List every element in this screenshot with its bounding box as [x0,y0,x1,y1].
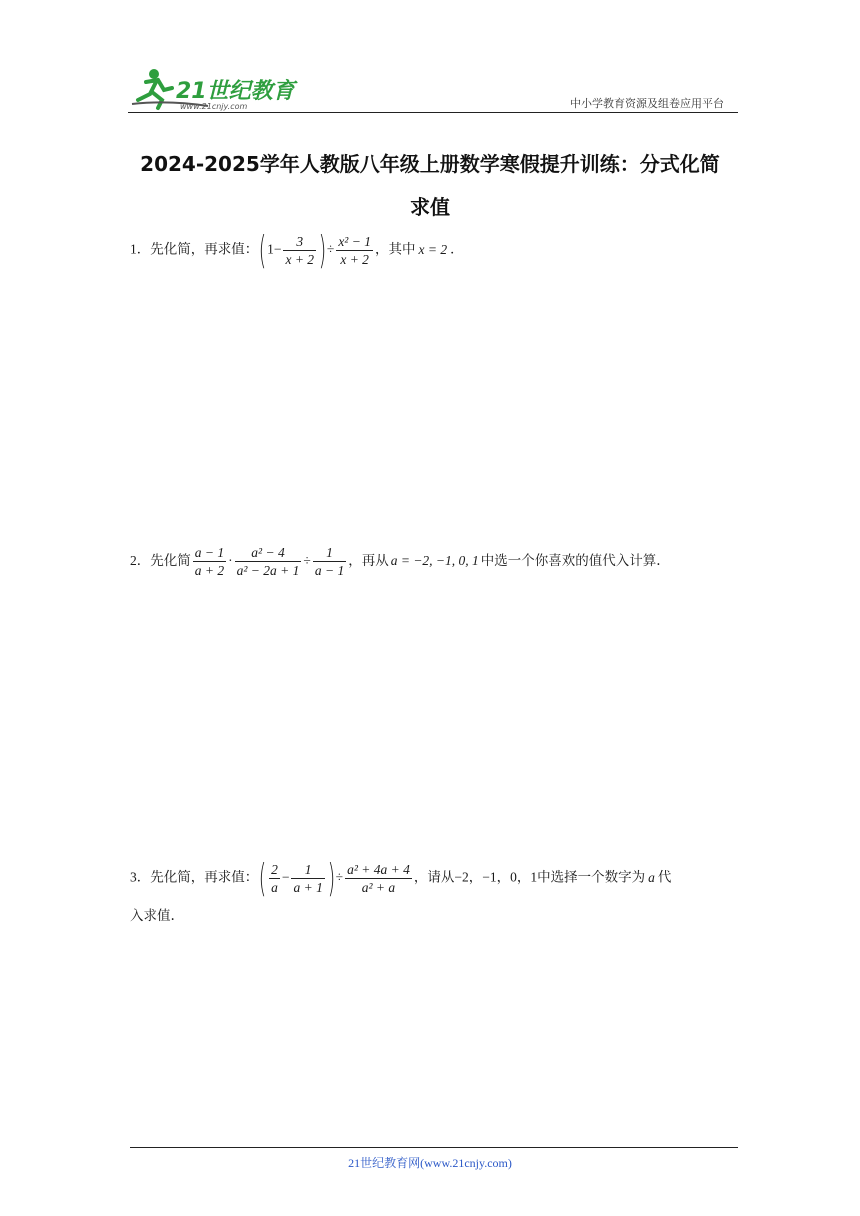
question-1: 1．先化简，再求值：(1− $\frac{3}{x + 2}$ )÷ $\frac{\text{x² − 1}}{x + 2}$ ，其中 x = 2 ． [130,228,464,272]
fraction: $\frac{\text{a² − 4}}{\text{a² − 2a + 1}}$ [236,545,300,578]
fraction: $\frac{1}{a + 1}$ [293,861,323,895]
fraction: $\frac{\text{x² − 1}}{x + 2}$ [338,233,371,267]
right-paren: ) [327,856,335,900]
condition: x = 2 [418,241,448,257]
question-number: 1． [130,241,151,257]
variable: a [648,869,655,885]
fraction: $\frac{a - 1}{a + 2}$ [194,545,225,578]
fraction: $\frac{1}{a - 1}$ [314,545,345,578]
fraction: $\frac{3}{x + 2}$ [285,233,315,267]
left-paren: ( [258,856,267,900]
question-3: 3．先化简，再求值：( $\frac{2}{a}$ − $\frac{1}{a + 1}$ )÷ $\frac{\text{a² + 4a + 4}}{\text{a² + a}}$ ，请从−2，−1，0，1中选择一个数字为 a 代 [130,856,672,900]
value-choices: −2，−1，0，1 [454,869,538,885]
page-header [128,64,738,116]
question-lead: 先化简 [150,553,191,569]
footer-divider [130,1147,738,1148]
condition: a = −2, −1, 0, 1 [390,553,479,568]
question-3-line2: 入求值. [130,908,175,924]
question-number: 3． [130,869,151,885]
question-2: 2．先化简 $\frac{a - 1}{a + 2}$ · $\frac{\text{a² − 4}}{\text{a² − 2a + 1}}$ ÷ $\frac{1}{a - 1}$ ，再从 a = −2, −1, 0, 1 中选一个你喜欢的值代入计算. [130,545,661,578]
platform-name: 中小学教育资源及组卷应用平台 [570,97,724,110]
question-number: 2． [130,553,151,568]
page-title-line2: 求值 [410,195,450,219]
question-lead: 先化简，再求值： [150,241,259,258]
svg-text:www.21cnjy.com: www.21cnjy.com [180,102,248,111]
right-paren: ) [318,228,327,272]
page-title: 2024-2025学年人教版八年级上册数学寒假提升训练：分式化简 [140,152,720,176]
left-paren: ( [258,228,267,272]
header-divider [128,112,738,113]
logo [128,64,298,114]
fraction: $\frac{\text{a² + 4a + 4}}{\text{a² + a}}$ [347,861,410,895]
question-lead: 先化简，再求值： [150,869,259,886]
fraction: $\frac{2}{a}$ [271,861,278,895]
svg-text:21世纪教育: 21世纪教育 [176,79,295,104]
footer-link[interactable]: 21世纪教育网(www.21cnjy.com) [348,1156,512,1170]
